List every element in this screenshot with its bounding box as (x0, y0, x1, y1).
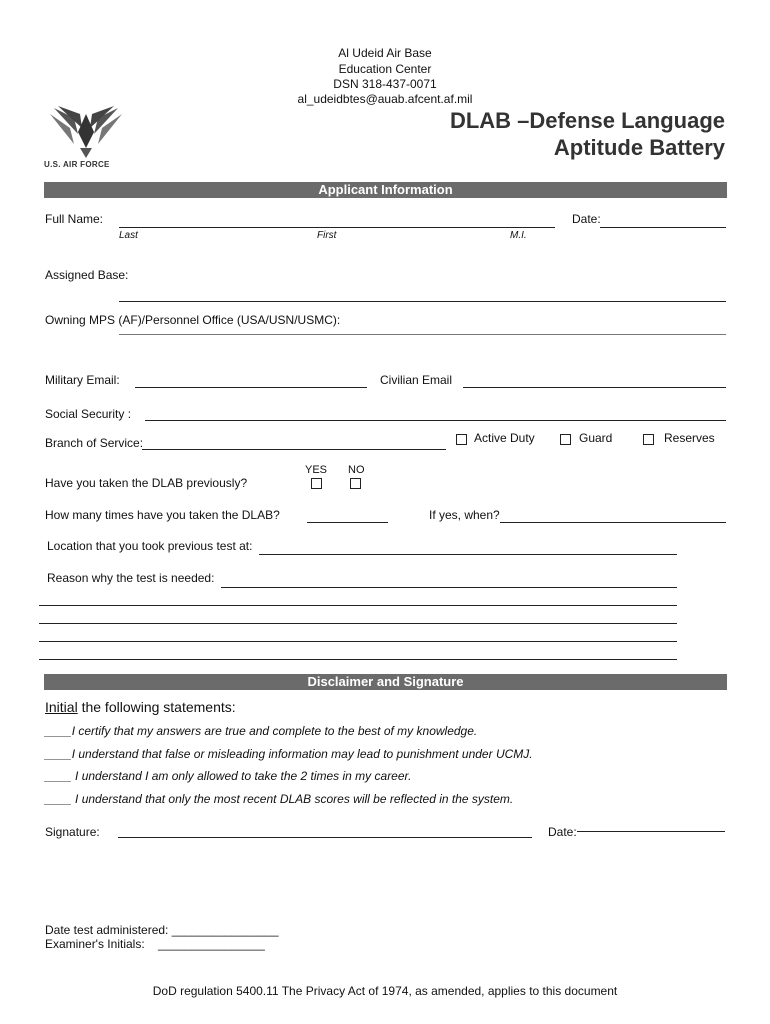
examiner-initials: Examiner's Initials: ________________ (45, 937, 265, 951)
reason-field[interactable] (221, 587, 677, 588)
middle-initial-sublabel: M.I. (510, 230, 527, 241)
taken-previously-label: Have you taken the DLAB previously? (45, 476, 248, 490)
if-yes-when-label: If yes, when? (429, 508, 500, 522)
signature-date-label: Date: (548, 825, 577, 839)
applicant-info-header: Applicant Information (44, 182, 727, 198)
date-field[interactable] (600, 227, 726, 228)
statement-4[interactable]: ____ I understand that only the most recent DLAB scores will be reflected in the system. (45, 792, 514, 806)
taken-yes-checkbox[interactable] (311, 478, 322, 489)
previous-location-field[interactable] (259, 554, 677, 555)
reason-line-4[interactable] (39, 641, 677, 642)
air-force-wings-icon (44, 104, 128, 160)
date-label: Date: (572, 212, 601, 226)
ssn-label: Social Security : (45, 407, 132, 421)
no-label: NO (348, 464, 365, 476)
previous-location-label: Location that you took previous test at: (47, 539, 253, 553)
initial-instructions-text: the following statements: (77, 699, 236, 715)
yes-label: YES (305, 464, 328, 476)
org-phone: DSN 318-437-0071 (333, 77, 437, 91)
logo-text: U.S. AIR FORCE (44, 160, 110, 169)
military-email-label: Military Email: (45, 373, 120, 387)
org-name: Al Udeid Air Base (338, 46, 432, 60)
civilian-email-field[interactable] (463, 387, 726, 388)
signature-field[interactable] (118, 837, 532, 838)
if-yes-when-field[interactable] (500, 522, 726, 523)
full-name-field[interactable] (119, 227, 555, 228)
assigned-base-field[interactable] (119, 301, 726, 302)
branch-field[interactable] (142, 449, 446, 450)
org-department: Education Center (338, 62, 432, 76)
statement-2[interactable]: ____I understand that false or misleading information may lead to punishment under UCMJ. (45, 747, 533, 761)
guard-checkbox[interactable] (560, 434, 571, 445)
initial-instructions (45, 699, 236, 715)
owning-mps-label: Owning MPS (AF)/Personnel Office (USA/USN/USMC): (45, 313, 341, 327)
last-name-sublabel: Last (119, 230, 138, 241)
active-duty-checkbox[interactable] (456, 434, 467, 445)
assigned-base-label: Assigned Base: (45, 268, 129, 282)
disclaimer-header: Disclaimer and Signature (44, 674, 727, 690)
civilian-email-label: Civilian Email (380, 373, 453, 387)
document-title-line1: DLAB –Defense Language (449, 108, 725, 133)
military-email-field[interactable] (135, 387, 367, 388)
active-duty-label: Active Duty (474, 431, 535, 445)
reserves-label: Reserves (664, 431, 715, 445)
privacy-act-footer: DoD regulation 5400.11 The Privacy Act of 1974, as amended, applies to this document (152, 984, 618, 998)
reserves-checkbox[interactable] (643, 434, 654, 445)
full-name-label: Full Name: (45, 212, 104, 226)
reason-line-5[interactable] (39, 659, 677, 660)
date-administered: Date test administered: ________________ (45, 923, 279, 937)
statement-3[interactable]: ____ I understand I am only allowed to take the 2 times in my career. (45, 769, 412, 783)
branch-label: Branch of Service: (45, 436, 144, 450)
signature-date-field[interactable] (577, 831, 725, 832)
air-force-logo (44, 104, 128, 174)
signature-label: Signature: (45, 825, 100, 839)
statement-1[interactable]: ____I certify that my answers are true and complete to the best of my knowledge. (45, 724, 478, 738)
initial-word: Initial (45, 699, 78, 715)
reason-line-2[interactable] (39, 605, 677, 606)
guard-label: Guard (579, 431, 613, 445)
reason-line-3[interactable] (39, 623, 677, 624)
document-title-line2: Aptitude Battery (553, 135, 725, 160)
reason-label: Reason why the test is needed: (47, 571, 215, 585)
taken-no-checkbox[interactable] (350, 478, 361, 489)
how-many-field[interactable] (307, 522, 388, 523)
ssn-field[interactable] (145, 420, 726, 421)
first-name-sublabel: First (317, 230, 337, 241)
how-many-label: How many times have you taken the DLAB? (45, 508, 280, 522)
owning-mps-field[interactable] (119, 334, 726, 335)
org-email: al_udeidbtes@auab.afcent.af.mil (297, 92, 473, 106)
